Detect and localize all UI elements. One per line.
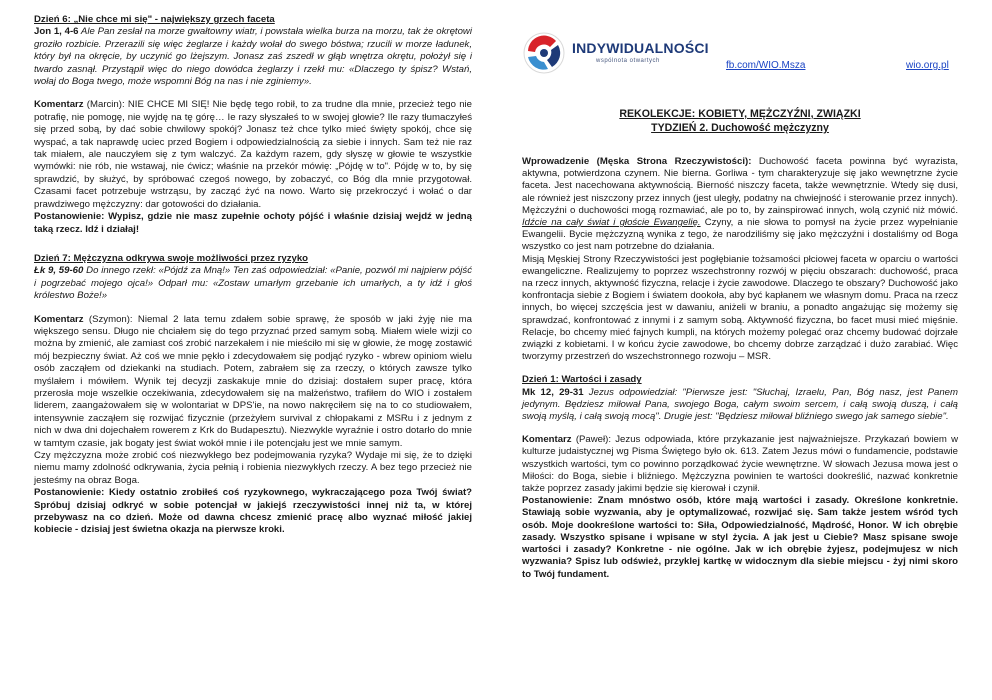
day7-comment-continued: Czy mężczyzna może zrobić coś niezwykłego bez podejmowania ryzyka? Wydaje mi się, że to dzięki niemu mamy zdolność odkrywania, życia pełnią i robienia niezwykłych rzeczy. A bez tego przecież nie jesteśmy na obraz Boga. — [34, 450, 472, 486]
right-column — [522, 156, 958, 581]
day7-comment-text: (Szymon): Niemal 2 lata temu zdałem sobie sprawę, że sposób w jaki żyję nie ma większego sensu. Długo nie chciałem się do tego przyznać przed samym sobą. Miałem wiele wizji co można by zmienić, ale zamiast coś zrobić narzekałem i nie mieściło mi się w głowie, że mogę zostawić mój bezpieczny świat. Aż coś we mnie pękło i zdecydowałem się podjąć ryzyko - wbrew opiniom wielu osób zacząłem od dziekanki na studiach. Potem, zabrałem się za rzeczy, o których zawsze tylko myślałem i mówiłem. Wynik tej decyzji zaskakuje mnie do dzisiaj: dostałem super pracę, która przerosła moje wszelkie oczekiwania, zdecydowałem się na małżeństwo, trafiłem do WIO i zostałem liderem, zaangażowałem się w wolontariat w DPS'ie, na nowo nakręciłem się na to co studiowałem, intensywnie zacząłem się rozwijać fizycznie (przeżyłem survival z chłopakami z MSRu i z jednym z nich w dwa dni dojechałem rowerem z Krk do Budapesztu). Niezwykle wyraźnie i ostro dotarło do mnie w tamtym czasie, jak bogaty jest świat wokół mnie i ile potencjału jest we mnie samym. — [34, 313, 472, 449]
day7-comment — [34, 314, 472, 450]
day1-comment — [522, 434, 958, 495]
week-title: TYDZIEŃ 2. Duchowość mężczyzny — [651, 122, 829, 134]
introduction-text-2: Czyny, a nie słowa to pomysł na życie przez wypełnianie Ewangelii. Bycie mężczyzną wynika z tego, że narodziliśmy się jako mężczyźni i dostaliśmy od Boga wszystko co jest nam potrzebne do działania. — [522, 217, 958, 253]
day1-comment-text: (Paweł): Jezus odpowiada, które przykazanie jest najważniejsze. Przykazań bowiem w kulturze judaistycznej wg Pisma Świętego było ok. 613. Zatem Jezus mówi o fundamencie, podstawie wszystkich wartości, tym co powinno porządkować życie wewnętrzne. W słowach Jezusa mowa jest o Miłości: do Boga, siebie i bliźniego. Mężczyzna powinien te wartości dookreślić, nazwać konkretnie także poprzez zasady jakimi będzie się kierował i czynił. — [522, 434, 958, 495]
day7-heading: Dzień 7: Mężczyzna odkrywa swoje możliwości przez ryzyko — [34, 252, 309, 264]
logo-name: INDYWIDUALNOŚCI — [572, 40, 709, 56]
day6-scripture-text: Ale Pan zesłał na morze gwałtowny wiatr, i powstała wielka burza na morzu, tak że okrętowi groziło rozbicie. Przerazili się więc żeglarze i każdy wołał do swego bóstwa; rzucili w morze ładunek, który był na okręcie, by uczynić go lżejszym. Jonasz zaś zszedł w głąb wnętrza okrętu, położył się i twardo zasnął. Przystąpił więc do niego dowódca żeglarzy i rzekł mu: «Dlaczego ty śpisz? Wstań, wołaj do Boga twego, może wspomni Bóg na nas i nie zginiemy». — [34, 26, 472, 88]
day6-scripture-ref: Jon 1, 4-6 — [34, 26, 79, 38]
day6-comment-text: (Marcin): NIE CHCE MI SIĘ! Nie będę tego robił, to za trudne dla mnie, przecież tego nie potrafię, nie pomogę, nie wyjdę na tę górę… Ie razy słyszałeś to w swojej głowie? Ile razy tłumaczyłeś się przed sobą, by dać sobie chwilowy spokój? Jonasz też chce tylko mieć święty spokój, chce się wyspać, a tak naprawdę uciec przed Bogiem i odpowiedzialnością za siebie i innych. Sam też nie raz tak miałem, ale nauczyłem się z tym walczyć. Za każdym razem, gdy słyszę w głowie te wszystkie wymówki: nie rób, nie wstawaj, nie ćwicz; właśnie na przekór mówię: „Pójdę w to". Pójdę w to, by się sprawdzić, by służyć, by spróbować czegoś nowego, by zobaczyć, co Bóg dla mnie przygotował. Czasami facet potrzebuje wstrząsu, by zacząć żyć na nowo. Warto się przekroczyć i wołać o dar prawdziwego mężczyzny: dar gotowości do działania. — [34, 99, 472, 210]
day6-resolution: Postanowienie: Wypisz, gdzie nie masz zupełnie ochoty pójść i właśnie dzisiaj wejdź w jedną taką rzecz. Idź i działaj! — [34, 211, 472, 235]
introduction-text-1: Duchowość faceta powinna być wyrazista, aktywna, potwierdzona czynem. Nie bierna. Gorliwa - tym charakteryzuje się jako wewnętrzne życie faceta. Jest nacechowana aktywnością. Bierność niszczy faceta, także wewnętrznie. Wtedy się dusi, ale również jest niszczony przez innych (jest uległy, podatny na chwiejność i sterowanie przez innych). Mężczyźni o duchowości mogą rozmawiać, ale po to, by zainspirować innych, wolą czynić niż mówić. — [522, 156, 958, 216]
wio-logo-mark-icon — [522, 31, 566, 75]
day1-comment-label: Komentarz — [522, 434, 572, 446]
introduction — [522, 156, 958, 254]
day7-scripture-ref: Łk 9, 59-60 — [34, 265, 84, 277]
day6-comment-label: Komentarz — [34, 99, 84, 111]
document-title — [522, 107, 958, 135]
facebook-link[interactable]: fb.com/WIO.Msza — [726, 60, 806, 71]
introduction-label: Wprowadzenie (Męska Strona Rzeczywistości): — [522, 156, 752, 167]
day6-scripture — [34, 26, 472, 88]
day1-heading: Dzień 1: Wartości i zasady — [522, 374, 642, 386]
introduction-quote: Idźcie na cały świat i głoście Ewangelię. — [522, 217, 701, 229]
day7-scripture-text: Do innego rzekł: «Pójdź za Mną!» Ten zaś odpowiedział: «Panie, pozwól mi najpierw pójść i pogrzebać mojego ojca!» Odparł mu: «Zostaw umarłym grzebanie ich umarłych, a ty idź i głoś królestwo Boże!» — [34, 265, 472, 302]
retreat-title: REKOLEKCJE: KOBIETY, MĘŻCZYŹNI, ZWIĄZKI — [619, 108, 861, 120]
day7-comment-label: Komentarz — [34, 313, 84, 325]
website-link[interactable]: wio.org.pl — [906, 60, 949, 71]
day1-resolution: Postanowienie: Znam mnóstwo osób, które mają wartości i zasady. Określone konkretnie. Stawiają sobie wyzwania, aby je optymalizować, rozwijać się. Sam także jestem wśród tych osób. Moje dookreślone wartości to: Siła, Odpowiedzialność, Mądrość, Honor. W ich obrębie zasady. Wszystko spisane i wpisane w styl życia. A jak jest u Ciebie? Masz spisane swoje wartości i zasady? Konkretne - nie ogólne. Jak w ich obrębie żyjesz, podejmujesz w nich wyzwania? Spisz lub odśwież, przyklej kartkę w widocznym dla siebie miejscu - żyj nimi skoro to Twój fundament. — [522, 495, 958, 580]
day6-comment — [34, 99, 472, 211]
day1-scripture-text: Jezus odpowiedział: "Pierwsze jest: "Słuchaj, Izraelu, Pan, Bóg nasz, jest Panem jedynym. Będziesz miłował Pana, swojego Boga, całym swoim sercem, i całą swoją duszą, i całą swoją myślą, i całą swoją mocą". Drugie jest: "Będziesz miłował bliźniego swego jak samego siebie". — [522, 386, 958, 423]
wio-logo — [522, 31, 722, 75]
left-column — [34, 14, 472, 537]
logo-tagline: wspólnota otwartych — [596, 58, 660, 64]
day7-resolution: Postanowienie: Kiedy ostatnio zrobiłeś coś ryzykownego, wykraczającego poza Twój świat? Spróbuj dzisiaj odkryć w sobie potencjał w jakiejś rzeczywistości innej niż ta, w której przebywasz na co dzień. Może od dawna chcesz zmienić pracę albo wyznać miłość jakiej kobiecie - dzisiaj jest świetna okazja na pierwsze kroki. — [34, 487, 472, 536]
day1-scripture-ref: Mk 12, 29-31 — [522, 386, 584, 398]
day7-scripture — [34, 265, 472, 302]
mission-paragraph: Misją Męskiej Strony Rzeczywistości jest pogłębianie tożsamości płciowej faceta w oparciu o wartości ewangeliczne. Realizujemy to poprzez wszechstronny rozwój w pięciu obszarach: duchowość, praca na rzecz innych, aktywność fizyczna, relacje i życie zawodowe. Dlaczego te obszary? Duchowość jako konfrontacja siebie z Bogiem i światem dookoła, aby być kapłanem we własnym domu. Praca na rzecz innych, bo więcej szczęścia jest w dawaniu, aniżeli w braniu, a ponadto angażując się możemy się sprawdzać, konfrontować z innymi i z samym sobą. Aktywność fizyczna, bo facet musi mieć mięśnie. Relacje, bo chcemy mieć fajnych kumpli, na których możemy polegać oraz chcemy budować dojrzałe związki z kobietami. I w końcu życie zawodowe, bo chcemy dobrze zarządzać i dużo zarabiać. Więc tworzymy przestrzeń do wszechstronnego rozwoju – MSR. — [522, 253, 958, 363]
day1-scripture — [522, 387, 958, 424]
day6-heading: Dzień 6: „Nie chce mi się" - największy grzech faceta — [34, 14, 275, 25]
